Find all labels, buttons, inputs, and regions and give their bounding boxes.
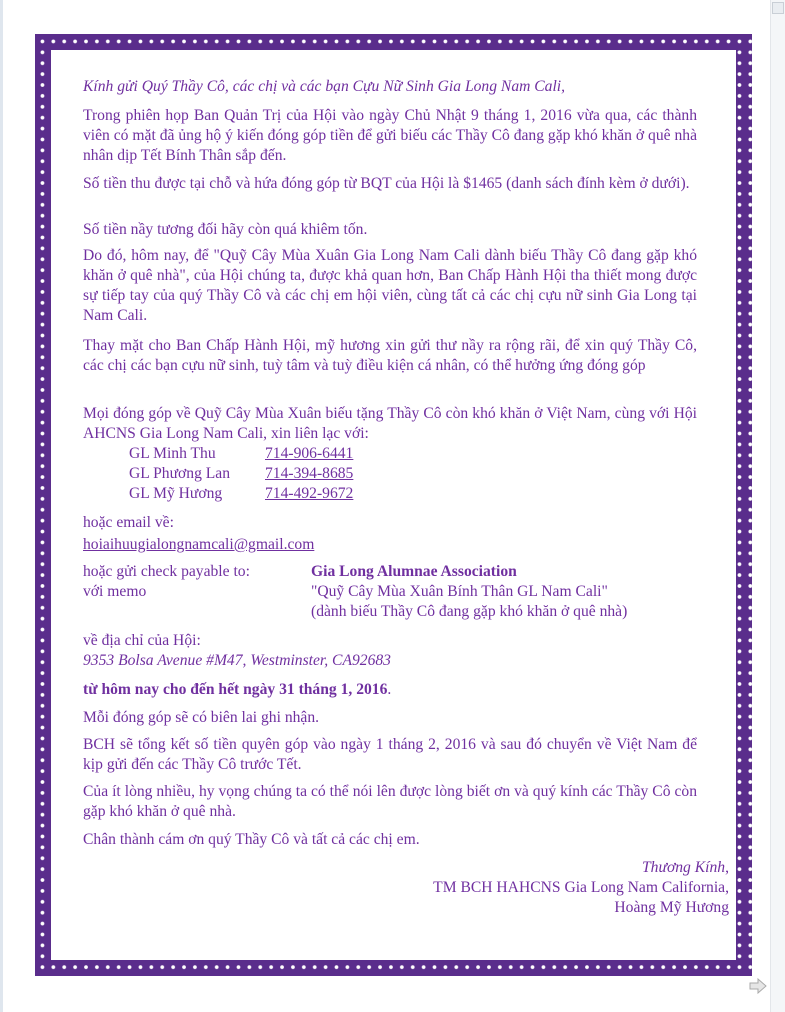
address-label: về địa chỉ của Hội: <box>83 632 201 649</box>
signature-closing-text: Thương Kính <box>641 859 726 876</box>
paragraph-2: Số tiền thu được tại chỗ và hứa đóng góp từ BQT của Hội là $1465 (danh sách đính kèm ở dưới). <box>83 175 690 192</box>
greeting: Kính gửi Quý Thầy Cô, các chị và các bạn Cựu Nữ Sinh Gia Long Nam Cali, <box>83 78 566 95</box>
contact-name-2: GL Phương Lan <box>129 465 231 482</box>
paragraph-1: Trong phiên họp Ban Quản Trị của Hội vào ngày Chủ Nhật 9 tháng 1, 2016 vừa qua, các thành viên có mặt đã ủng hộ ý kiến đóng góp tiền để gửi biếu các Thầy Cô đang gặp khó khăn ở quê nhà nhân dịp Tết Bính Thân sắp đến. <box>83 107 697 164</box>
letter-page <box>51 50 736 960</box>
vertical-scrollbar[interactable] <box>770 0 785 1012</box>
signature-organization: TM BCH HAHCNS Gia Long Nam California, <box>433 879 729 896</box>
email-link[interactable]: hoiaihuugialongnamcali@gmail.com <box>83 536 315 553</box>
address: 9353 Bolsa Avenue #M47, Westminster, CA92683 <box>83 652 391 669</box>
contact-phone-1[interactable]: 714-906-6441 <box>265 445 354 462</box>
contact-phone-2[interactable]: 714-394-8685 <box>265 465 354 482</box>
window-left-edge <box>0 0 3 1012</box>
email-label: hoặc email về: <box>83 514 174 531</box>
check-payee: Gia Long Alumnae Association <box>311 563 517 580</box>
paragraph-7: Mỗi đóng góp sẽ có biên lai ghi nhận. <box>83 709 320 726</box>
deadline-period: . <box>387 681 392 698</box>
deadline-text: từ hôm nay cho đến hết ngày 31 tháng 1, 2016 <box>83 681 388 698</box>
memo-label: với memo <box>83 583 147 600</box>
signature-closing-comma: , <box>725 859 729 876</box>
memo-line-2: (dành biếu Thầy Cô đang gặp khó khăn ở quê nhà) <box>311 603 628 620</box>
next-page-arrow-icon[interactable] <box>748 978 768 994</box>
paragraph-8: BCH sẽ tổng kết số tiền quyên góp vào ngày 1 tháng 2, 2016 và sau đó chuyển về Việt Nam để kịp gửi đến các Thầy Cô trước Tết. <box>83 736 697 773</box>
deadline <box>83 680 391 700</box>
signature-name: Hoàng Mỹ Hương <box>614 899 729 916</box>
paragraph-4: Do đó, hôm nay, để "Quỹ Cây Mùa Xuân Gia Long Nam Cali dành biếu Thầy Cô đang gặp khó khăn ở quê nhà", của Hội chúng ta, được khả quan hơn, Ban Chấp Hành Hội tha thiết mong được sự tiếp tay của quý Thầy Cô và các chị em hội viên, cùng tất cả các chị cựu nữ sinh Gia Long tại Nam Cali. <box>83 247 697 324</box>
paragraph-5: Thay mặt cho Ban Chấp Hành Hội, mỹ hương xin gửi thư nầy ra rộng rãi, để xin quý Thầy Cô, các chị các bạn cựu nữ sinh, tuỳ tâm và tuỳ điều kiện cá nhân, có thể hưởng ứng đóng góp <box>83 337 697 374</box>
scroll-up-button[interactable] <box>772 2 784 14</box>
contact-name-3: GL Mỹ Hương <box>129 485 223 502</box>
check-label: hoặc gửi check payable to: <box>83 563 250 580</box>
signature-closing <box>83 858 729 878</box>
memo-line-1: "Quỹ Cây Mùa Xuân Bính Thân GL Nam Cali" <box>311 583 608 600</box>
decorative-border-frame <box>35 34 752 976</box>
contact-name-1: GL Minh Thu <box>129 445 216 462</box>
paragraph-6: Mọi đóng góp về Quỹ Cây Mùa Xuân biếu tặng Thầy Cô còn khó khăn ở Việt Nam, cùng với Hội AHCNS Gia Long Nam Cali, xin liên lạc với: <box>83 405 697 442</box>
window-top-edge <box>0 0 785 8</box>
paragraph-10: Chân thành cám ơn quý Thầy Cô và tất cả các chị em. <box>83 831 420 848</box>
paragraph-3: Số tiền nầy tương đối hãy còn quá khiêm tốn. <box>83 221 368 238</box>
paragraph-9: Của ít lòng nhiều, hy vọng chúng ta có thể nói lên được lòng biết ơn và quý kính các Thầy Cô còn gặp khó khăn ở quê nhà. <box>83 783 697 820</box>
contact-phone-3[interactable]: 714-492-9672 <box>265 485 354 502</box>
